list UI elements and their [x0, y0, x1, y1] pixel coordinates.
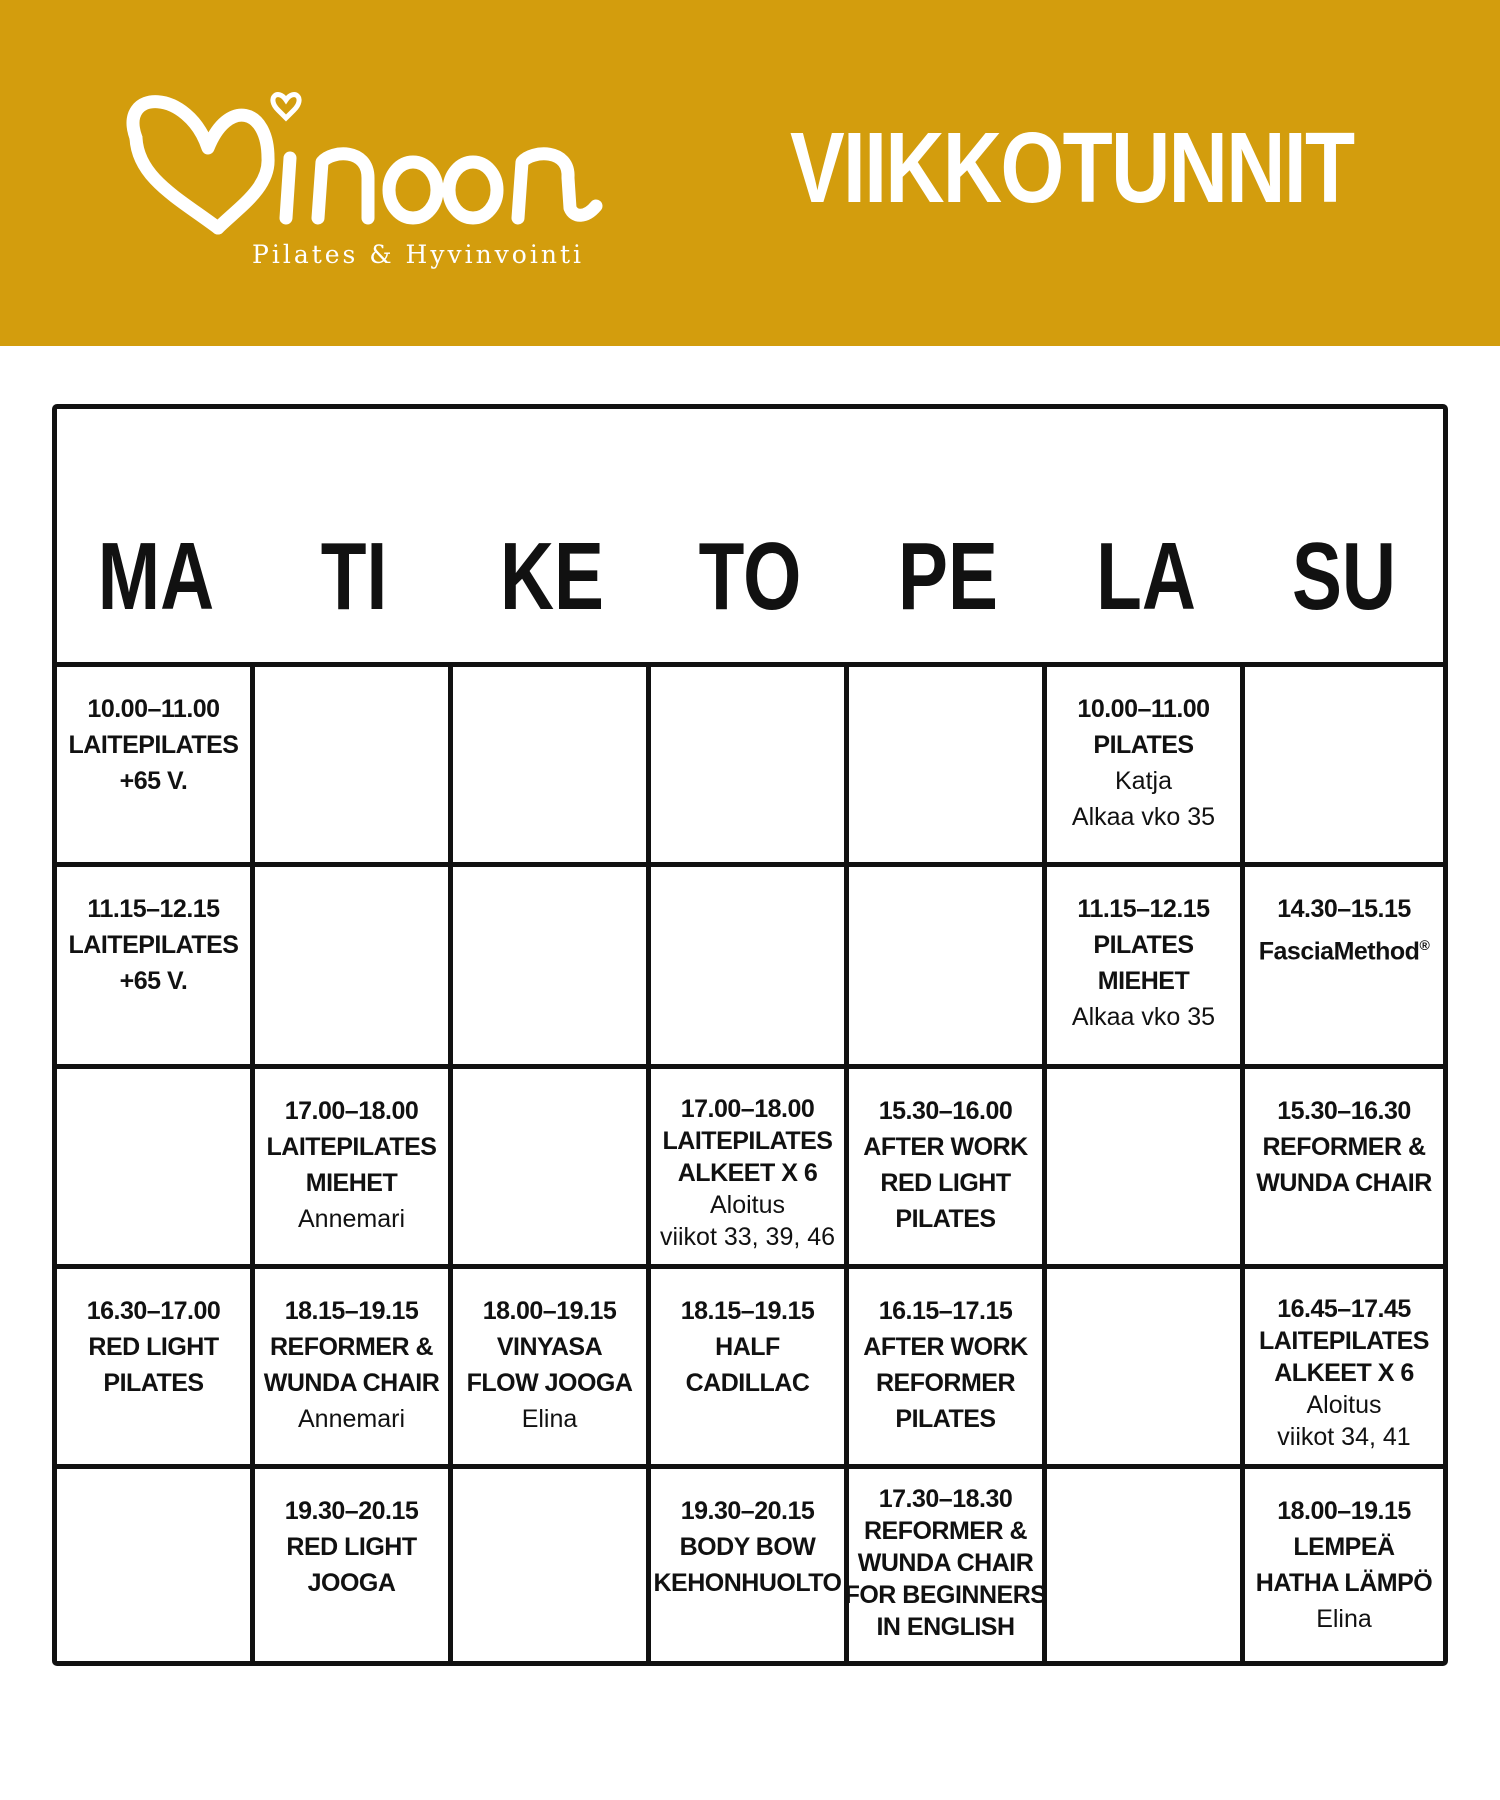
class-time: 10.00–11.00 — [87, 695, 220, 723]
day-ke: KE — [499, 523, 605, 630]
day-pe: PE — [898, 523, 998, 630]
day-ti: TI — [320, 523, 388, 630]
class-name: REFORMER & — [269, 1333, 434, 1361]
schedule-table — [52, 404, 1448, 1666]
logo-subtitle: Pilates & Hyvinvointi — [252, 240, 584, 269]
class-note: Aloitus — [709, 1191, 786, 1219]
class-name: AFTER WORK — [863, 1133, 1028, 1161]
class-name-wrap — [1259, 927, 1430, 969]
cell-pe-r3 — [849, 1269, 1047, 1469]
registered-mark: ® — [1419, 937, 1430, 953]
class-name: +65 V. — [119, 967, 188, 995]
class-name: MIEHET — [305, 1169, 398, 1197]
class-name: VINYASA — [496, 1333, 603, 1361]
cell-su-r2 — [1245, 1069, 1443, 1269]
class-name: REFORMER — [875, 1369, 1016, 1397]
class-time: 16.15–17.15 — [878, 1297, 1013, 1325]
class-name: IN ENGLISH — [876, 1613, 1015, 1641]
class-time: 11.15–12.15 — [87, 895, 220, 923]
class-name: RED LIGHT — [286, 1533, 417, 1561]
cell-ke-r3 — [453, 1269, 651, 1469]
class-time: 19.30–20.15 — [680, 1497, 815, 1525]
cell-pe-r2 — [849, 1069, 1047, 1269]
class-note: Alkaa vko 35 — [1071, 1003, 1216, 1031]
cell-la-r3 — [1047, 1269, 1245, 1469]
class-time: 18.15–19.15 — [284, 1297, 419, 1325]
day-su: SU — [1291, 523, 1397, 630]
cell-ma-r3 — [57, 1269, 255, 1469]
class-name: LAITEPILATES — [1259, 1327, 1429, 1355]
cell-to-r1 — [651, 867, 849, 1069]
day-header-row — [57, 409, 1443, 667]
class-note: Alkaa vko 35 — [1071, 803, 1216, 831]
cell-to-r2 — [651, 1069, 849, 1269]
cell-su-r3 — [1245, 1269, 1443, 1469]
cell-la-r0 — [1047, 667, 1245, 867]
class-time: 14.30–15.15 — [1277, 895, 1411, 923]
class-name: HATHA LÄMPÖ — [1255, 1569, 1433, 1597]
class-time: 11.15–12.15 — [1077, 895, 1210, 923]
class-name: HALF — [715, 1333, 780, 1361]
class-name: FOR BEGINNERS — [844, 1581, 1047, 1609]
class-name: +65 V. — [119, 767, 188, 795]
cell-ti-r0 — [255, 667, 453, 867]
class-time: 17.00–18.00 — [284, 1097, 419, 1125]
cell-to-r4 — [651, 1469, 849, 1661]
class-name: KEHONHUOLTO — [653, 1569, 842, 1597]
class-time: 15.30–16.00 — [878, 1097, 1013, 1125]
cell-ti-r2 — [255, 1069, 453, 1269]
class-instructor: Elina — [521, 1405, 578, 1433]
class-name: LAITEPILATES — [68, 731, 239, 759]
class-note: viikot 33, 39, 46 — [659, 1223, 836, 1251]
day-to: TO — [698, 523, 802, 630]
cell-to-r0 — [651, 667, 849, 867]
class-time: 18.00–19.15 — [482, 1297, 617, 1325]
cell-la-r4 — [1047, 1469, 1245, 1661]
cell-ke-r4 — [453, 1469, 651, 1661]
cell-su-r1 — [1245, 867, 1443, 1069]
class-time: 18.00–19.15 — [1277, 1497, 1411, 1525]
class-name: LEMPEÄ — [1293, 1533, 1395, 1561]
class-name: CADILLAC — [685, 1369, 810, 1397]
cell-pe-r1 — [849, 867, 1047, 1069]
class-name: LAITEPILATES — [68, 931, 239, 959]
cell-ma-r1 — [57, 867, 255, 1069]
class-name: REFORMER & — [1262, 1133, 1426, 1161]
class-time: 17.30–18.30 — [878, 1485, 1013, 1513]
schedule-grid — [57, 667, 1443, 1661]
class-time: 16.30–17.00 — [86, 1297, 221, 1325]
header-banner — [0, 0, 1500, 346]
class-instructor: Annemari — [298, 1405, 405, 1433]
cell-ma-r2 — [57, 1069, 255, 1269]
class-name: ALKEET X 6 — [1274, 1359, 1414, 1387]
cell-ke-r2 — [453, 1069, 651, 1269]
class-time: 16.45–17.45 — [1277, 1295, 1411, 1323]
day-la: LA — [1096, 523, 1196, 630]
class-name: PILATES — [103, 1369, 204, 1397]
class-name: RED LIGHT — [88, 1333, 219, 1361]
cell-to-r3 — [651, 1269, 849, 1469]
cell-ti-r3 — [255, 1269, 453, 1469]
page-title: VIIKKOTUNNIT — [790, 112, 1354, 224]
class-name: LAITEPILATES — [266, 1133, 437, 1161]
cell-ke-r0 — [453, 667, 651, 867]
class-name: PILATES — [1093, 931, 1194, 959]
cell-ke-r1 — [453, 867, 651, 1069]
class-name: JOOGA — [307, 1569, 396, 1597]
class-name: FLOW JOOGA — [466, 1369, 633, 1397]
class-name: MIEHET — [1097, 967, 1190, 995]
class-time: 10.00–11.00 — [1077, 695, 1210, 723]
cell-su-r4 — [1245, 1469, 1443, 1661]
class-name: WUNDA CHAIR — [1256, 1169, 1432, 1197]
class-name: RED LIGHT — [880, 1169, 1011, 1197]
class-name: FasciaMethod — [1258, 937, 1420, 966]
class-time: 15.30–16.30 — [1277, 1097, 1411, 1125]
cell-pe-r4 — [844, 1469, 1047, 1661]
class-note: Aloitus — [1306, 1391, 1382, 1419]
class-name: ALKEET X 6 — [677, 1159, 818, 1187]
cell-ti-r4 — [255, 1469, 453, 1661]
class-name: WUNDA CHAIR — [263, 1369, 440, 1397]
cell-la-r2 — [1047, 1069, 1245, 1269]
class-instructor: Annemari — [298, 1205, 405, 1233]
cell-ma-r0 — [57, 667, 255, 867]
day-ma: MA — [97, 523, 215, 630]
class-note: viikot 34, 41 — [1277, 1423, 1411, 1451]
class-time: 17.00–18.00 — [680, 1095, 815, 1123]
class-name: LAITEPILATES — [662, 1127, 833, 1155]
class-instructor: Elina — [1316, 1605, 1372, 1633]
cell-ma-r4 — [57, 1469, 255, 1661]
class-time: 18.15–19.15 — [680, 1297, 815, 1325]
class-name: PILATES — [895, 1405, 996, 1433]
cell-la-r1 — [1047, 867, 1245, 1069]
class-instructor: Katja — [1115, 767, 1172, 795]
class-name: REFORMER & — [863, 1517, 1028, 1545]
class-name: PILATES — [1093, 731, 1194, 759]
minoon-logo — [118, 78, 618, 278]
class-time: 19.30–20.15 — [284, 1497, 419, 1525]
class-name: PILATES — [895, 1205, 996, 1233]
cell-su-r0 — [1245, 667, 1443, 867]
class-name: BODY BOW — [679, 1533, 816, 1561]
cell-ti-r1 — [255, 867, 453, 1069]
class-name: WUNDA CHAIR — [857, 1549, 1034, 1577]
cell-pe-r0 — [849, 667, 1047, 867]
class-name: AFTER WORK — [863, 1333, 1028, 1361]
